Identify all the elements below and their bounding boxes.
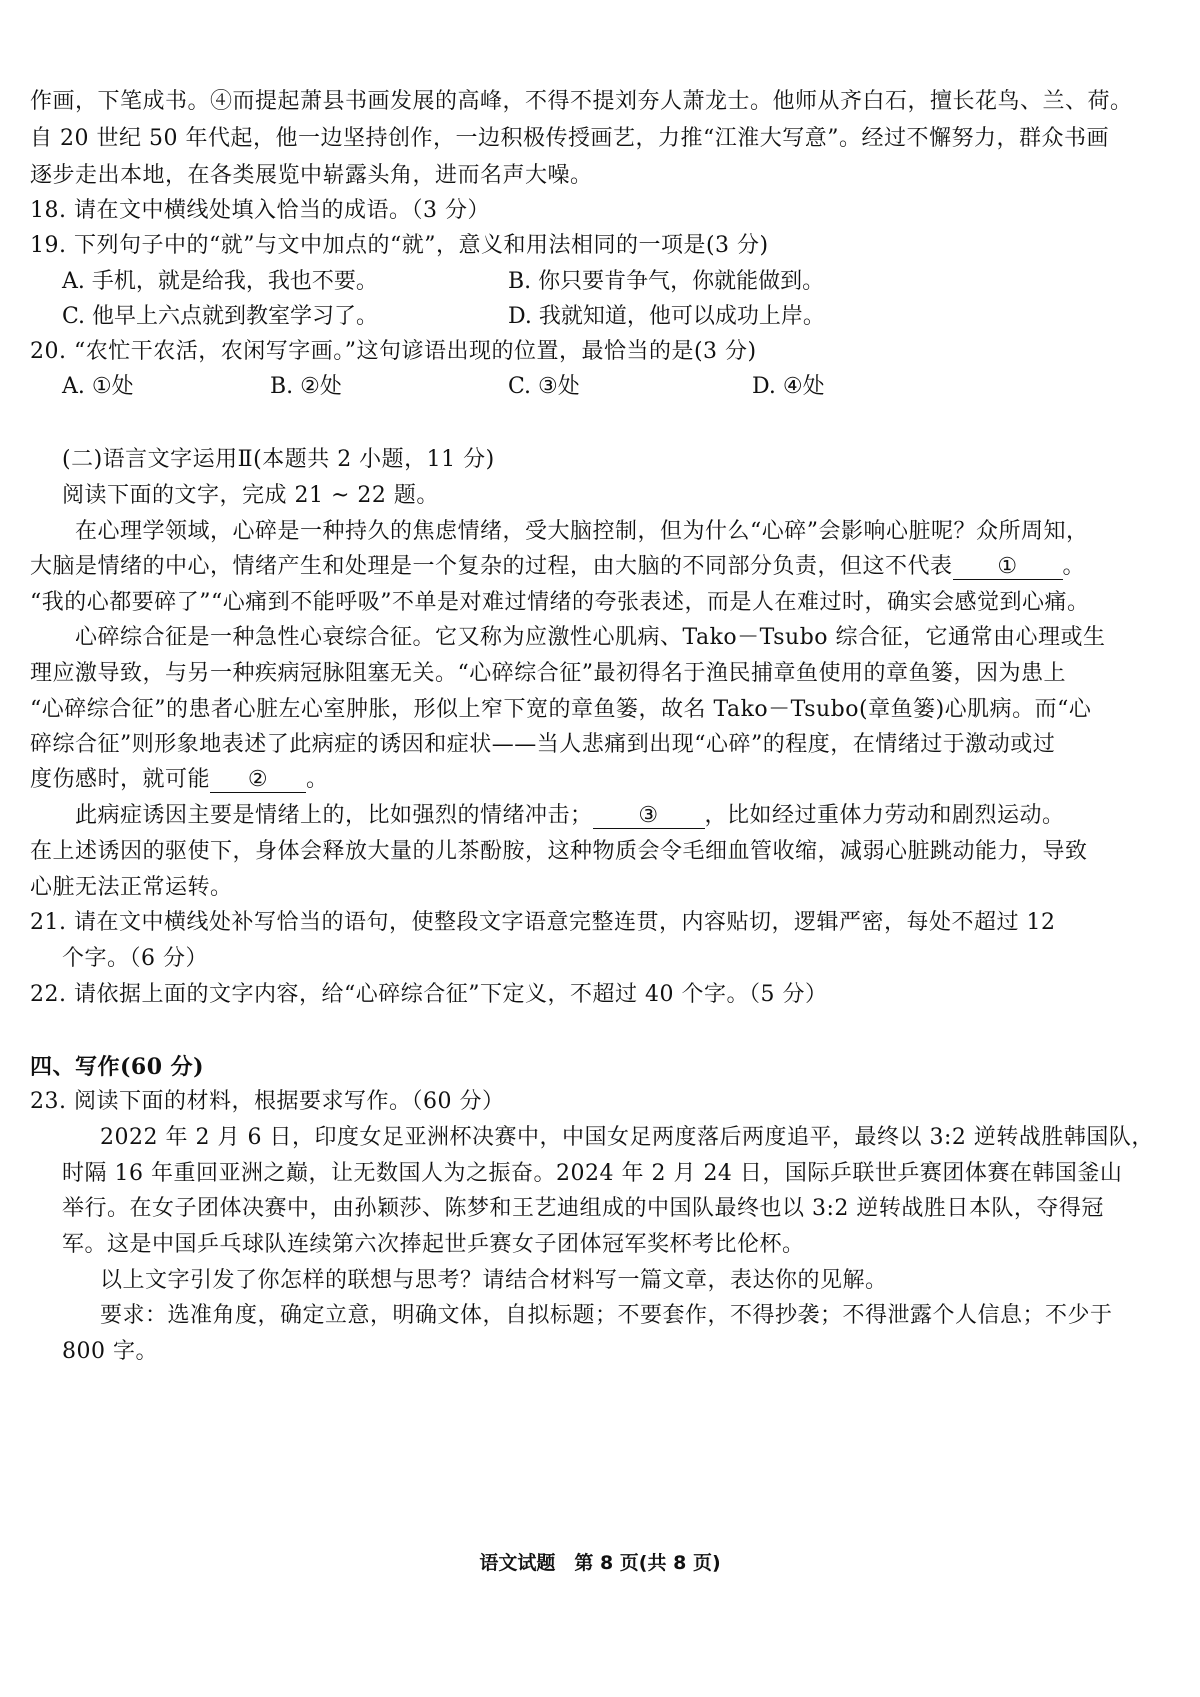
question-20-option-c: C. ③处 xyxy=(508,374,580,399)
material-line-2: 时隔 16 年重回亚洲之巅，让无数国人为之振奋。2024 年 2 月 24 日，国际乒联世乒赛团体赛在韩国釜山 xyxy=(62,1161,1123,1186)
passage-p3-text-a: 此病症诱因主要是情绪上的，比如强烈的情绪冲击； xyxy=(75,803,593,828)
answer-blank-3[interactable]: ③ xyxy=(593,804,705,829)
question-20-option-d: D. ④处 xyxy=(752,374,825,399)
question-20-option-a: A. ①处 xyxy=(62,374,134,399)
passage-p2-line-4: 碎综合征”则形象地表述了此病症的诱因和症状——当人悲痛到出现“心碎”的程度，在情绪过于激动或过 xyxy=(30,732,1056,757)
passage-p3-line-2: 在上述诱因的驱使下，身体会释放大量的儿茶酚胺，这种物质会令毛细血管收缩，减弱心脏跳动能力，导致 xyxy=(30,839,1088,864)
question-19-option-c: C. 他早上六点就到教室学习了。 xyxy=(62,304,379,329)
question-20-option-b: B. ②处 xyxy=(270,374,342,399)
writing-prompt: 以上文字引发了你怎样的联想与思考？请结合材料写一篇文章，表达你的见解。 xyxy=(100,1268,888,1293)
question-19-option-b: B. 你只要肯争气，你就能做到。 xyxy=(508,269,825,294)
material-line-4: 军。这是中国乒乓球队连续第六次捧起世乒赛女子团体冠军奖杯考比伦杯。 xyxy=(62,1232,805,1257)
page-footer: 语文试题 第 8 页(共 8 页) xyxy=(479,1552,721,1574)
section-2-heading: (二)语言文字运用Ⅱ(本题共 2 小题，11 分) xyxy=(62,447,495,472)
material-line-3: 举行。在女子团体决赛中，由孙颖莎、陈梦和王艺迪组成的中国队最终也以 3:2 逆转战胜日本队，夺得冠 xyxy=(62,1196,1104,1221)
question-21-line-1: 21. 请在文中横线处补写恰当的语句，使整段文字语意完整连贯，内容贴切，逻辑严密，每处不超过 12 xyxy=(30,910,1056,935)
question-18: 18. 请在文中横线处填入恰当的成语。（3 分） xyxy=(30,198,490,223)
passage-p1-text: 大脑是情绪的中心，情绪产生和处理是一个复杂的过程，由大脑的不同部分负责，但这不代表 xyxy=(30,554,953,579)
section-2-instruction: 阅读下面的文字，完成 21 ~ 22 题。 xyxy=(62,483,439,508)
passage-p1-line-2 xyxy=(30,553,1200,581)
question-20-stem: 20. “农忙干农活，农闲写字画。”这句谚语出现的位置，最恰当的是(3 分) xyxy=(30,339,757,364)
writing-requirements-line-2: 800 字。 xyxy=(62,1339,158,1364)
period: 。 xyxy=(306,767,329,792)
answer-blank-1[interactable]: ① xyxy=(953,555,1063,580)
question-19-stem: 19. 下列句子中的“就”与文中加点的“就”，意义和用法相同的一项是(3 分) xyxy=(30,233,769,258)
question-23: 23. 阅读下面的材料，根据要求写作。（60 分） xyxy=(30,1089,505,1114)
question-19-option-a: A. 手机，就是给我，我也不要。 xyxy=(62,269,378,294)
passage-p3-line-3: 心脏无法正常运转。 xyxy=(30,875,233,900)
passage-p1-line-3: “我的心都要碎了”“心痛到不能呼吸”不单是对难过情绪的夸张表述，而是人在难过时，确实会感觉到心痛。 xyxy=(30,590,1090,615)
passage-p2-line-3: “心碎综合征”的患者心脏左心室肿胀，形似上窄下宽的章鱼篓，故名 Tako－Tsubo(章鱼篓)心肌病。而“心 xyxy=(30,697,1092,722)
question-19-option-d: D. 我就知道，他可以成功上岸。 xyxy=(508,304,825,329)
intro-line-3: 逐步走出本地，在各类展览中崭露头角，进而名声大噪。 xyxy=(30,163,593,188)
question-21-line-2: 个字。（6 分） xyxy=(62,946,208,971)
writing-requirements-line-1: 要求：选准角度，确定立意，明确文体，自拟标题；不要套作，不得抄袭；不得泄露个人信息；不少于 xyxy=(100,1303,1113,1328)
intro-line-1: 作画，下笔成书。④而提起萧县书画发展的高峰，不得不提刘夯人萧龙士。他师从齐白石，擅长花鸟、兰、荷。 xyxy=(30,89,1133,114)
answer-blank-2[interactable]: ② xyxy=(210,768,306,793)
passage-p1-line-1: 在心理学领域，心碎是一种持久的焦虑情绪，受大脑控制，但为什么“心碎”会影响心脏呢？众所周知， xyxy=(75,519,1089,544)
period: 。 xyxy=(1062,554,1086,579)
material-line-1: 2022 年 2 月 6 日，印度女足亚洲杯决赛中，中国女足两度落后两度追平，最终以 3:2 逆转战胜韩国队， xyxy=(100,1125,1154,1150)
passage-p2-text: 度伤感时，就可能 xyxy=(30,767,211,792)
passage-p2-line-5 xyxy=(30,766,1200,794)
passage-p2-line-2: 理应激导致，与另一种疾病冠脉阻塞无关。“心碎综合征”最初得名于渔民捕章鱼使用的章鱼篓，因为患上 xyxy=(30,661,1066,686)
question-22: 22. 请依据上面的文字内容，给“心碎综合征”下定义，不超过 40 个字。（5 分） xyxy=(30,982,828,1007)
passage-p2-line-1: 心碎综合征是一种急性心衰综合征。它又称为应激性心肌病、Tako－Tsubo 综合征，它通常由心理或生 xyxy=(75,625,1106,650)
passage-p3-line-1 xyxy=(75,802,1200,830)
writing-heading: 四、写作(60 分) xyxy=(30,1054,205,1080)
intro-line-2: 自 20 世纪 50 年代起，他一边坚持创作，一边积极传授画艺，力推“江淮大写意”。经过不懈努力，群众书画 xyxy=(30,126,1109,151)
passage-p3-text-b: ，比如经过重体力劳动和剧烈运动。 xyxy=(704,803,1065,828)
